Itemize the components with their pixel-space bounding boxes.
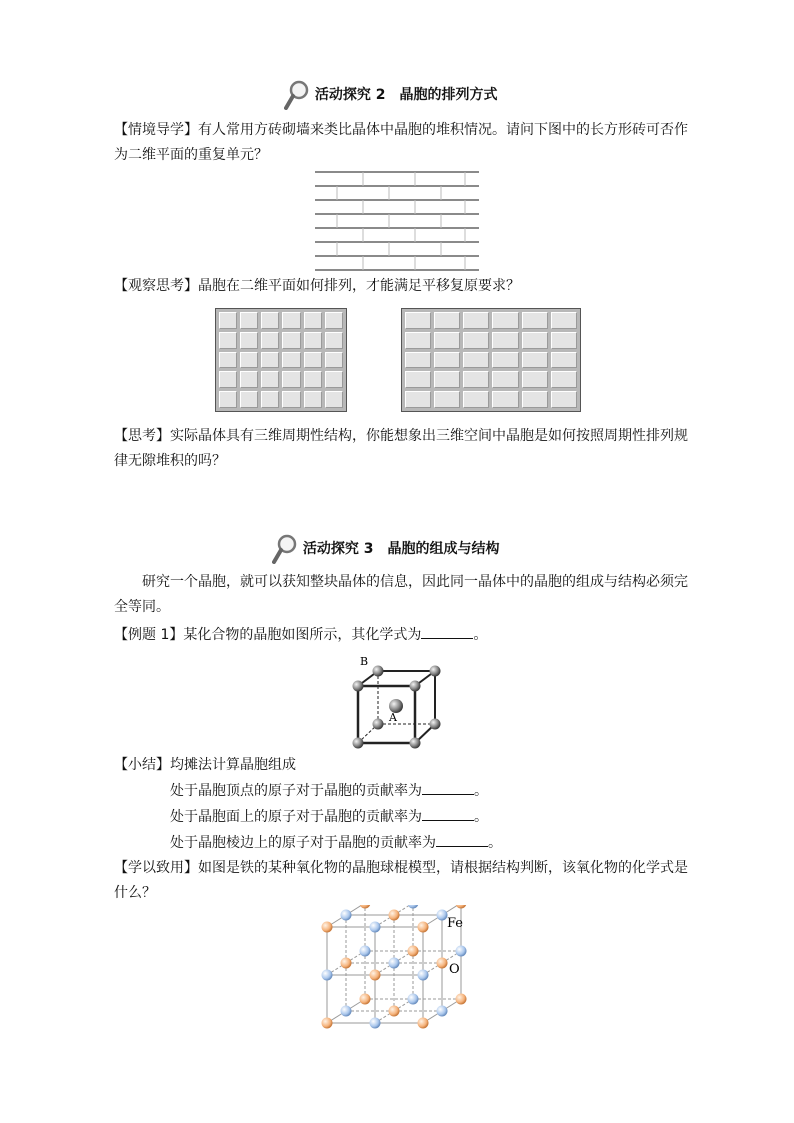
intro-text: 有人常用方砖砌墙来类比晶体中晶胞的堆积情况。请问下图中的长方形砖可否作为二维平面的重复单元？ <box>114 122 688 163</box>
grid-cell <box>240 352 258 369</box>
think-text: 实际晶体具有三维周期性结构，你能想象出三维空间中晶胞是如何按照周期性排列规律无隙堆积的吗？ <box>114 428 688 469</box>
grid-cell <box>261 312 279 329</box>
grid-cell <box>434 391 460 408</box>
grid-cell <box>219 391 237 408</box>
o-atom <box>408 905 419 909</box>
grid-cell <box>551 352 577 369</box>
grid-cell <box>261 391 279 408</box>
cube-label-a: A <box>389 711 397 724</box>
grid-cell <box>522 332 548 349</box>
fe-atom <box>341 958 352 969</box>
apply-paragraph <box>114 856 694 906</box>
grid-cell <box>304 391 322 408</box>
grid-cell <box>492 352 518 369</box>
fe-atom <box>370 970 381 981</box>
square-tile-grid <box>215 308 347 412</box>
o-atom <box>408 994 419 1005</box>
o-atom <box>456 946 467 957</box>
grid-cell <box>551 312 577 329</box>
grid-cell <box>492 391 518 408</box>
grid-cell <box>304 312 322 329</box>
o-atom <box>341 910 352 921</box>
observe-text: 晶胞在二维平面如何排列，才能满足平移复原要求？ <box>198 278 520 294</box>
fe-atom <box>322 922 333 933</box>
example1-tag: 【例题 1】 <box>114 627 184 643</box>
grid-cell <box>463 371 489 388</box>
intro-paragraph <box>114 118 694 168</box>
grid-cell <box>304 371 322 388</box>
think-tag: 【思考】 <box>114 428 170 444</box>
o-atom <box>389 958 400 969</box>
grid-cell <box>405 371 431 388</box>
summary-item-face <box>170 805 488 829</box>
corner-atom <box>353 738 364 749</box>
fe-atom <box>418 1018 429 1029</box>
grid-cell <box>282 391 300 408</box>
o-atom <box>437 910 448 921</box>
o-atom <box>437 1006 448 1017</box>
grid-cell <box>492 312 518 329</box>
brick-wall-figure <box>313 170 481 272</box>
grid-cell <box>282 312 300 329</box>
section3-intro-text: 研究一个晶胞，就可以获知整块晶体的信息，因此同一晶体中的晶胞的组成与结构必须完全等同。 <box>114 574 688 615</box>
grid-cell <box>304 352 322 369</box>
grid-cell <box>434 312 460 329</box>
summary-end: 。 <box>474 783 488 799</box>
magnifier-icon <box>272 534 298 564</box>
grid-cell <box>492 371 518 388</box>
summary-end: 。 <box>474 809 488 825</box>
grid-cell <box>434 371 460 388</box>
grid-cell <box>219 332 237 349</box>
fe-atom <box>418 922 429 933</box>
fe-atom <box>322 1018 333 1029</box>
grid-cell <box>261 352 279 369</box>
example1-end: 。 <box>473 627 488 643</box>
summary-item-vertex <box>170 779 488 803</box>
summary-item-edge <box>170 831 502 855</box>
grid-cell <box>463 391 489 408</box>
grid-cell <box>282 332 300 349</box>
grid-cell <box>219 371 237 388</box>
legend-fe: Fe <box>447 916 464 931</box>
fe-atom <box>456 994 467 1005</box>
iron-oxide-unit-cell-figure <box>315 905 475 1035</box>
observe-paragraph <box>114 274 694 299</box>
corner-atom <box>373 719 384 730</box>
cubic-unit-cell-figure <box>345 654 457 754</box>
fe-atom <box>360 994 371 1005</box>
corner-atom <box>410 681 421 692</box>
section3-heading-text: 活动探究 3 晶胞的组成与结构 <box>302 541 500 557</box>
o-atom <box>370 922 381 933</box>
grid-cell <box>522 391 548 408</box>
fe-atom <box>437 958 448 969</box>
fe-atom <box>389 910 400 921</box>
o-atom <box>341 1006 352 1017</box>
grid-cell <box>325 312 343 329</box>
grid-cell <box>261 332 279 349</box>
o-atom <box>322 970 333 981</box>
grid-cell <box>261 371 279 388</box>
rectangle-tile-grid <box>401 308 581 412</box>
think-paragraph <box>114 424 694 474</box>
summary-item-text: 处于晶胞棱边上的原子对于晶胞的贡献率为 <box>170 835 436 851</box>
grid-cell <box>551 391 577 408</box>
grid-cell <box>463 352 489 369</box>
answer-blank[interactable] <box>422 806 474 821</box>
apply-tag: 【学以致用】 <box>114 860 198 876</box>
grid-cell <box>405 312 431 329</box>
fe-atom <box>389 1006 400 1017</box>
grid-cell <box>325 352 343 369</box>
grid-cell <box>240 371 258 388</box>
o-atom <box>370 1018 381 1029</box>
o-atom <box>418 970 429 981</box>
grid-cell <box>240 312 258 329</box>
corner-atom <box>373 666 384 677</box>
grid-cell <box>405 332 431 349</box>
grid-cell <box>219 312 237 329</box>
example1-line <box>114 623 694 648</box>
grid-cell <box>492 332 518 349</box>
summary-text: 均摊法计算晶胞组成 <box>170 757 296 773</box>
grid-cell <box>325 332 343 349</box>
corner-atom <box>353 681 364 692</box>
summary-item-text: 处于晶胞顶点的原子对于晶胞的贡献率为 <box>170 783 422 799</box>
cube-label-b: B <box>360 655 369 668</box>
magnifier-icon <box>284 80 310 110</box>
grid-cell <box>434 352 460 369</box>
grid-cell <box>463 332 489 349</box>
grid-cell <box>463 312 489 329</box>
answer-blank[interactable] <box>422 780 474 795</box>
summary-end: 。 <box>488 835 502 851</box>
grid-cell <box>522 312 548 329</box>
answer-blank[interactable] <box>421 624 473 639</box>
apply-text: 如图是铁的某种氧化物的晶胞球棍模型，请根据结构判断，该氧化物的化学式是什么？ <box>114 860 688 901</box>
answer-blank[interactable] <box>436 832 488 847</box>
fe-atom <box>456 905 467 909</box>
grid-cell <box>522 371 548 388</box>
grid-cell <box>405 391 431 408</box>
grid-cell <box>434 332 460 349</box>
corner-atom <box>430 719 441 730</box>
grid-cell <box>325 391 343 408</box>
grid-cell <box>304 332 322 349</box>
grid-cell <box>551 371 577 388</box>
section2-heading-text: 活动探究 2 晶胞的排列方式 <box>314 87 498 103</box>
grid-cell <box>551 332 577 349</box>
fe-atom <box>408 946 419 957</box>
example1-text: 某化合物的晶胞如图所示，其化学式为 <box>183 627 422 643</box>
grid-cell <box>282 371 300 388</box>
intro-tag: 【情境导学】 <box>114 122 198 138</box>
grid-cell <box>325 371 343 388</box>
legend-o: O <box>449 962 460 977</box>
corner-atom <box>410 738 421 749</box>
summary-item-text: 处于晶胞面上的原子对于晶胞的贡献率为 <box>170 809 422 825</box>
section3-heading <box>272 534 500 564</box>
grid-cell <box>219 352 237 369</box>
section2-heading <box>284 80 498 110</box>
grid-cell <box>282 352 300 369</box>
o-atom <box>360 946 371 957</box>
fe-atom <box>360 905 371 909</box>
grid-cell <box>240 332 258 349</box>
summary-tag: 【小结】 <box>114 757 170 773</box>
summary-line <box>114 753 694 778</box>
corner-atom <box>430 666 441 677</box>
grid-cell <box>522 352 548 369</box>
grid-cell <box>240 391 258 408</box>
observe-tag: 【观察思考】 <box>114 278 198 294</box>
grid-cell <box>405 352 431 369</box>
section3-intro <box>114 570 694 620</box>
